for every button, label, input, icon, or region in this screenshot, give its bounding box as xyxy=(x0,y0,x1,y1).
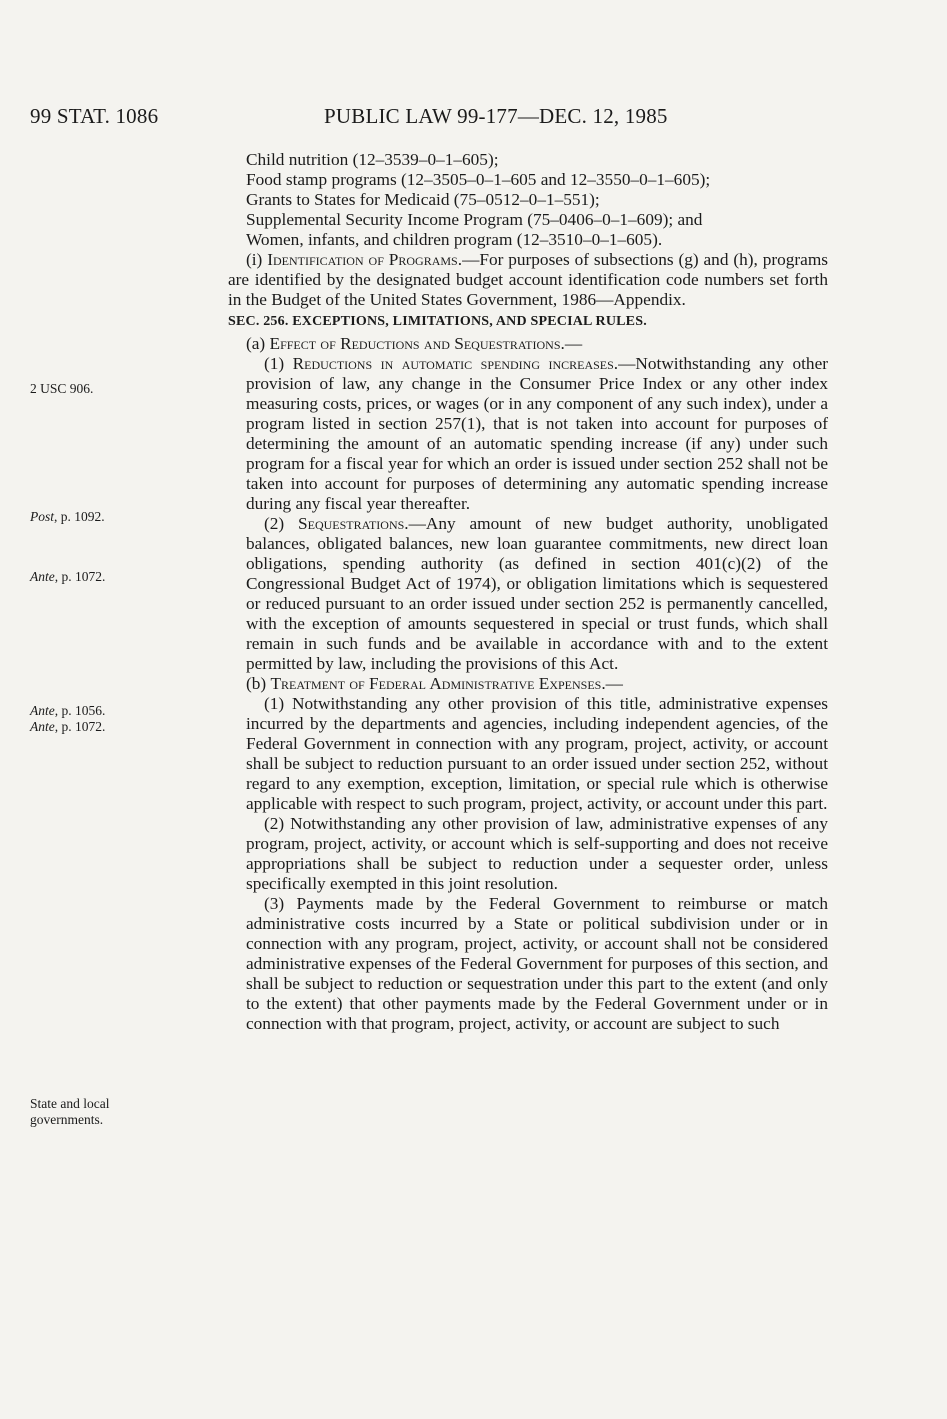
program-list-item: Grants to States for Medicaid (75–0512–0–1–551); xyxy=(246,190,600,209)
margin-note-usc: 2 USC 906. xyxy=(30,381,94,396)
paragraph-a2: (2) Sequestrations.—Any amount of new budget authority, unobligated balances, obligated balances, new loan guarantee commitments, new direct loan obligations, spending authority (as defined in section 401(c)(2) of the Congressional Budget Act of 1974), or obligation limitations which is sequestered or reduced pursuant to an order issued under section 252 is permanently cancelled, with the exception of amounts sequestered in special or trust funds, which shall remain in such funds and be available in accordance with and to the extent permitted by law, including the provisions of this Act. xyxy=(246,514,828,673)
statute-text xyxy=(228,150,828,1034)
public-law-title: PUBLIC LAW 99-177—DEC. 12, 1985 xyxy=(324,104,668,128)
program-list-item: Women, infants, and children program (12–3510–0–1–605). xyxy=(246,230,663,249)
subsection-i: (i) Identification of Programs.—For purposes of subsections (g) and (h), programs are identified by the designated budget account identification code numbers set forth in the Budget of the United States Government, 1986—Appendix. xyxy=(228,250,828,309)
margin-note-ante-1072: Ante, p. 1072. xyxy=(30,569,106,584)
paragraph-a1: (1) Reductions in automatic spending increases.—Notwithstanding any other provision of law, any change in the Consumer Price Index or any other index measuring costs, prices, or wages (or in any component of any such index), under a program listed in section 257(1), that is not taken into account for purposes of determining the amount of an automatic spending increase (if any) under such program for a fiscal year for which an order is issued under section 252 shall not be taken into account for purposes of determining any automatic spending increase during any fiscal year thereafter. xyxy=(246,354,828,513)
margin-note-state-local: State and local governments. xyxy=(30,1096,110,1127)
margin-note-post-1092: Post, p. 1092. xyxy=(30,509,105,524)
margin-note-ante-1072-b: Ante, p. 1072. xyxy=(30,719,106,734)
subsection-b-heading: (b) Treatment of Federal Administrative Expenses.— xyxy=(246,674,623,693)
stat-citation: 99 STAT. 1086 xyxy=(30,104,159,128)
section-heading: SEC. 256. EXCEPTIONS, LIMITATIONS, AND SPECIAL RULES. xyxy=(228,314,647,329)
margin-note-ante-1056: Ante, p. 1056. xyxy=(30,703,106,718)
paragraph-b2: (2) Notwithstanding any other provision of law, administrative expenses of any program, project, activity, or account which is self-supporting and does not receive appropriations shall be subject to reduction under a sequester order, unless specifically exempted in this joint resolution. xyxy=(246,814,828,893)
paragraph-b1: (1) Notwithstanding any other provision of this title, administrative expenses incurred by the departments and agencies, including independent agencies, of the Federal Government in connection with any program, project, activity, or account shall be subject to reduction pursuant to an order issued under section 252, without regard to any exemption, exception, limitation, or special rule which is otherwise applicable with respect to such program, project, activity, or account under this part. xyxy=(246,694,828,813)
paragraph-b3: (3) Payments made by the Federal Government to reimburse or match administrative costs incurred by a State or political subdivision under or in connection with any program, project, activity, or account shall not be considered administrative expenses of the Federal Government for purposes of this section, and shall be subject to reduction or sequestration under this part to the extent (and only to the extent) that other payments made by the Federal Government under or in connection with that program, project, activity, or account are subject to such xyxy=(246,894,828,1033)
program-list-item: Supplemental Security Income Program (75–0406–0–1–609); and xyxy=(246,210,703,229)
program-list-item: Food stamp programs (12–3505–0–1–605 and 12–3550–0–1–605); xyxy=(246,170,711,189)
program-list-item: Child nutrition (12–3539–0–1–605); xyxy=(246,150,499,169)
subsection-a-heading: (a) Effect of Reductions and Sequestrations.— xyxy=(246,334,583,353)
